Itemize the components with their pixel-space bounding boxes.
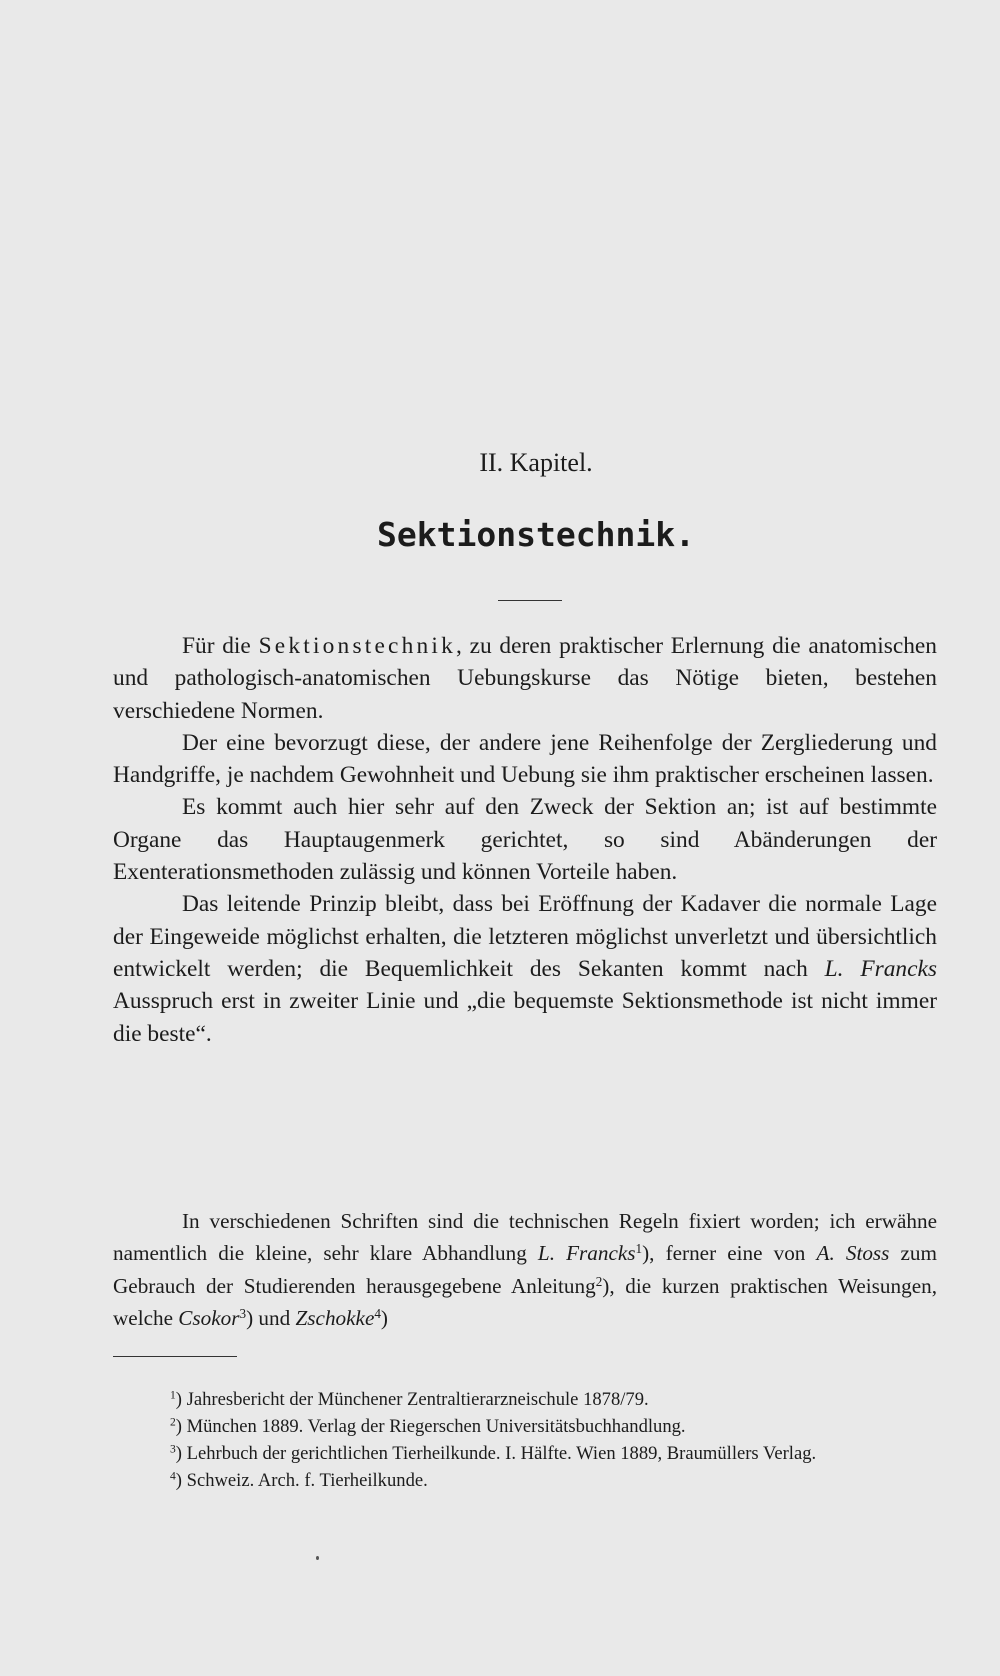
footnote-4 bbox=[113, 1467, 937, 1494]
paragraph-3: Es kommt auch hier sehr auf den Zweck der Sektion an; ist auf bestimmte Organe das Hauptaugenmerk gerichtet, so sind Abänderungen der Exenterationsmethoden zulässig und können Vorteile haben. bbox=[113, 794, 937, 886]
footnote-text: ) Schweiz. Arch. f. Tierheilkunde. bbox=[175, 1470, 428, 1491]
footnote-mark: 4 bbox=[170, 1470, 176, 1483]
footnote-text: ) Lehrbuch der gerichtlichen Tierheilkunde. I. Hälfte. Wien 1889, Braumüllers Verlag. bbox=[175, 1443, 817, 1464]
chapter-heading: II. Kapitel. bbox=[479, 448, 593, 477]
footnote-text: ) Jahresbericht der Münchener Zentraltierarzneischule 1878/79. bbox=[175, 1389, 649, 1410]
p5-a: In verschiedenen Schriften sind die technischen Regeln fixiert worden; ich erwähne namentlich die kleine, sehr klare Abhandlung bbox=[113, 1209, 937, 1266]
p5-sup3: 3 bbox=[239, 1305, 247, 1321]
p5-c: zum Gebrauch der Studierenden herausgegebene Anleitung bbox=[113, 1241, 938, 1298]
p5-sup4: 4 bbox=[374, 1305, 381, 1321]
p5-sup2: 2 bbox=[595, 1273, 603, 1289]
p5-name4: Zschokke bbox=[295, 1305, 375, 1330]
paragraph-1 bbox=[113, 630, 937, 727]
p4-b: Ausspruch erst in zweiter Linie und „die bequemste Sektionsmethode ist nicht immer die beste“. bbox=[113, 988, 937, 1047]
p5-name1: L. Francks bbox=[537, 1241, 636, 1266]
small-text bbox=[113, 1205, 937, 1334]
paragraph-5 bbox=[113, 1205, 937, 1334]
chapter-title: Sektionstechnik. bbox=[377, 515, 695, 554]
ink-speck bbox=[316, 1556, 319, 1560]
footnote-1 bbox=[113, 1386, 937, 1413]
footnote-mark: 3 bbox=[170, 1443, 176, 1456]
p1-lead: Für die bbox=[182, 633, 251, 659]
main-text bbox=[113, 630, 937, 1050]
paragraph-2: Der eine bevorzugt diese, der andere jene Reihenfolge der Zergliederung und Handgriffe, je nachdem Gewohnheit und Uebung sie ihm praktischer erscheinen lassen. bbox=[113, 729, 937, 789]
footnote-text: ) München 1889. Verlag der Riegerschen Universitätsbuchhandlung. bbox=[175, 1416, 686, 1437]
footnote-mark: 2 bbox=[170, 1416, 176, 1429]
footnote-divider bbox=[113, 1356, 237, 1357]
p4-a: Das leitende Prinzip bleibt, dass bei Eröffnung der Kadaver die normale Lage der Eingeweide möglichst erhalten, die letzteren möglichst unverletzt und übersichtlich entwickelt werden; die Bequemlichkeit des Sekanten kommt nach bbox=[113, 891, 937, 982]
footnotes bbox=[113, 1386, 937, 1494]
p1-spaced-term: Sektionstechnik bbox=[258, 633, 457, 659]
p1-rest: , zu deren praktischer Erlernung die anatomischen und pathologisch-anatomischen Uebungskurse das Nötige bieten, bestehen verschiedene Normen. bbox=[113, 633, 937, 724]
p5-name3: Csokor bbox=[178, 1305, 240, 1330]
p5-name2: A. Stoss bbox=[816, 1241, 890, 1266]
title-divider bbox=[498, 600, 562, 601]
p5-b: ), ferner eine von bbox=[642, 1241, 806, 1266]
footnote-3 bbox=[113, 1440, 937, 1467]
p5-d: ), die kurzen praktischen Weisungen, welche bbox=[113, 1273, 937, 1330]
footnote-2 bbox=[113, 1413, 937, 1440]
footnote-mark: 1 bbox=[170, 1389, 176, 1402]
p4-name: L. Francks bbox=[824, 955, 937, 982]
p5-f: ) bbox=[380, 1305, 388, 1330]
p5-e: ) und bbox=[246, 1305, 291, 1330]
paragraph-4 bbox=[113, 888, 937, 1049]
p5-sup1: 1 bbox=[635, 1241, 643, 1257]
